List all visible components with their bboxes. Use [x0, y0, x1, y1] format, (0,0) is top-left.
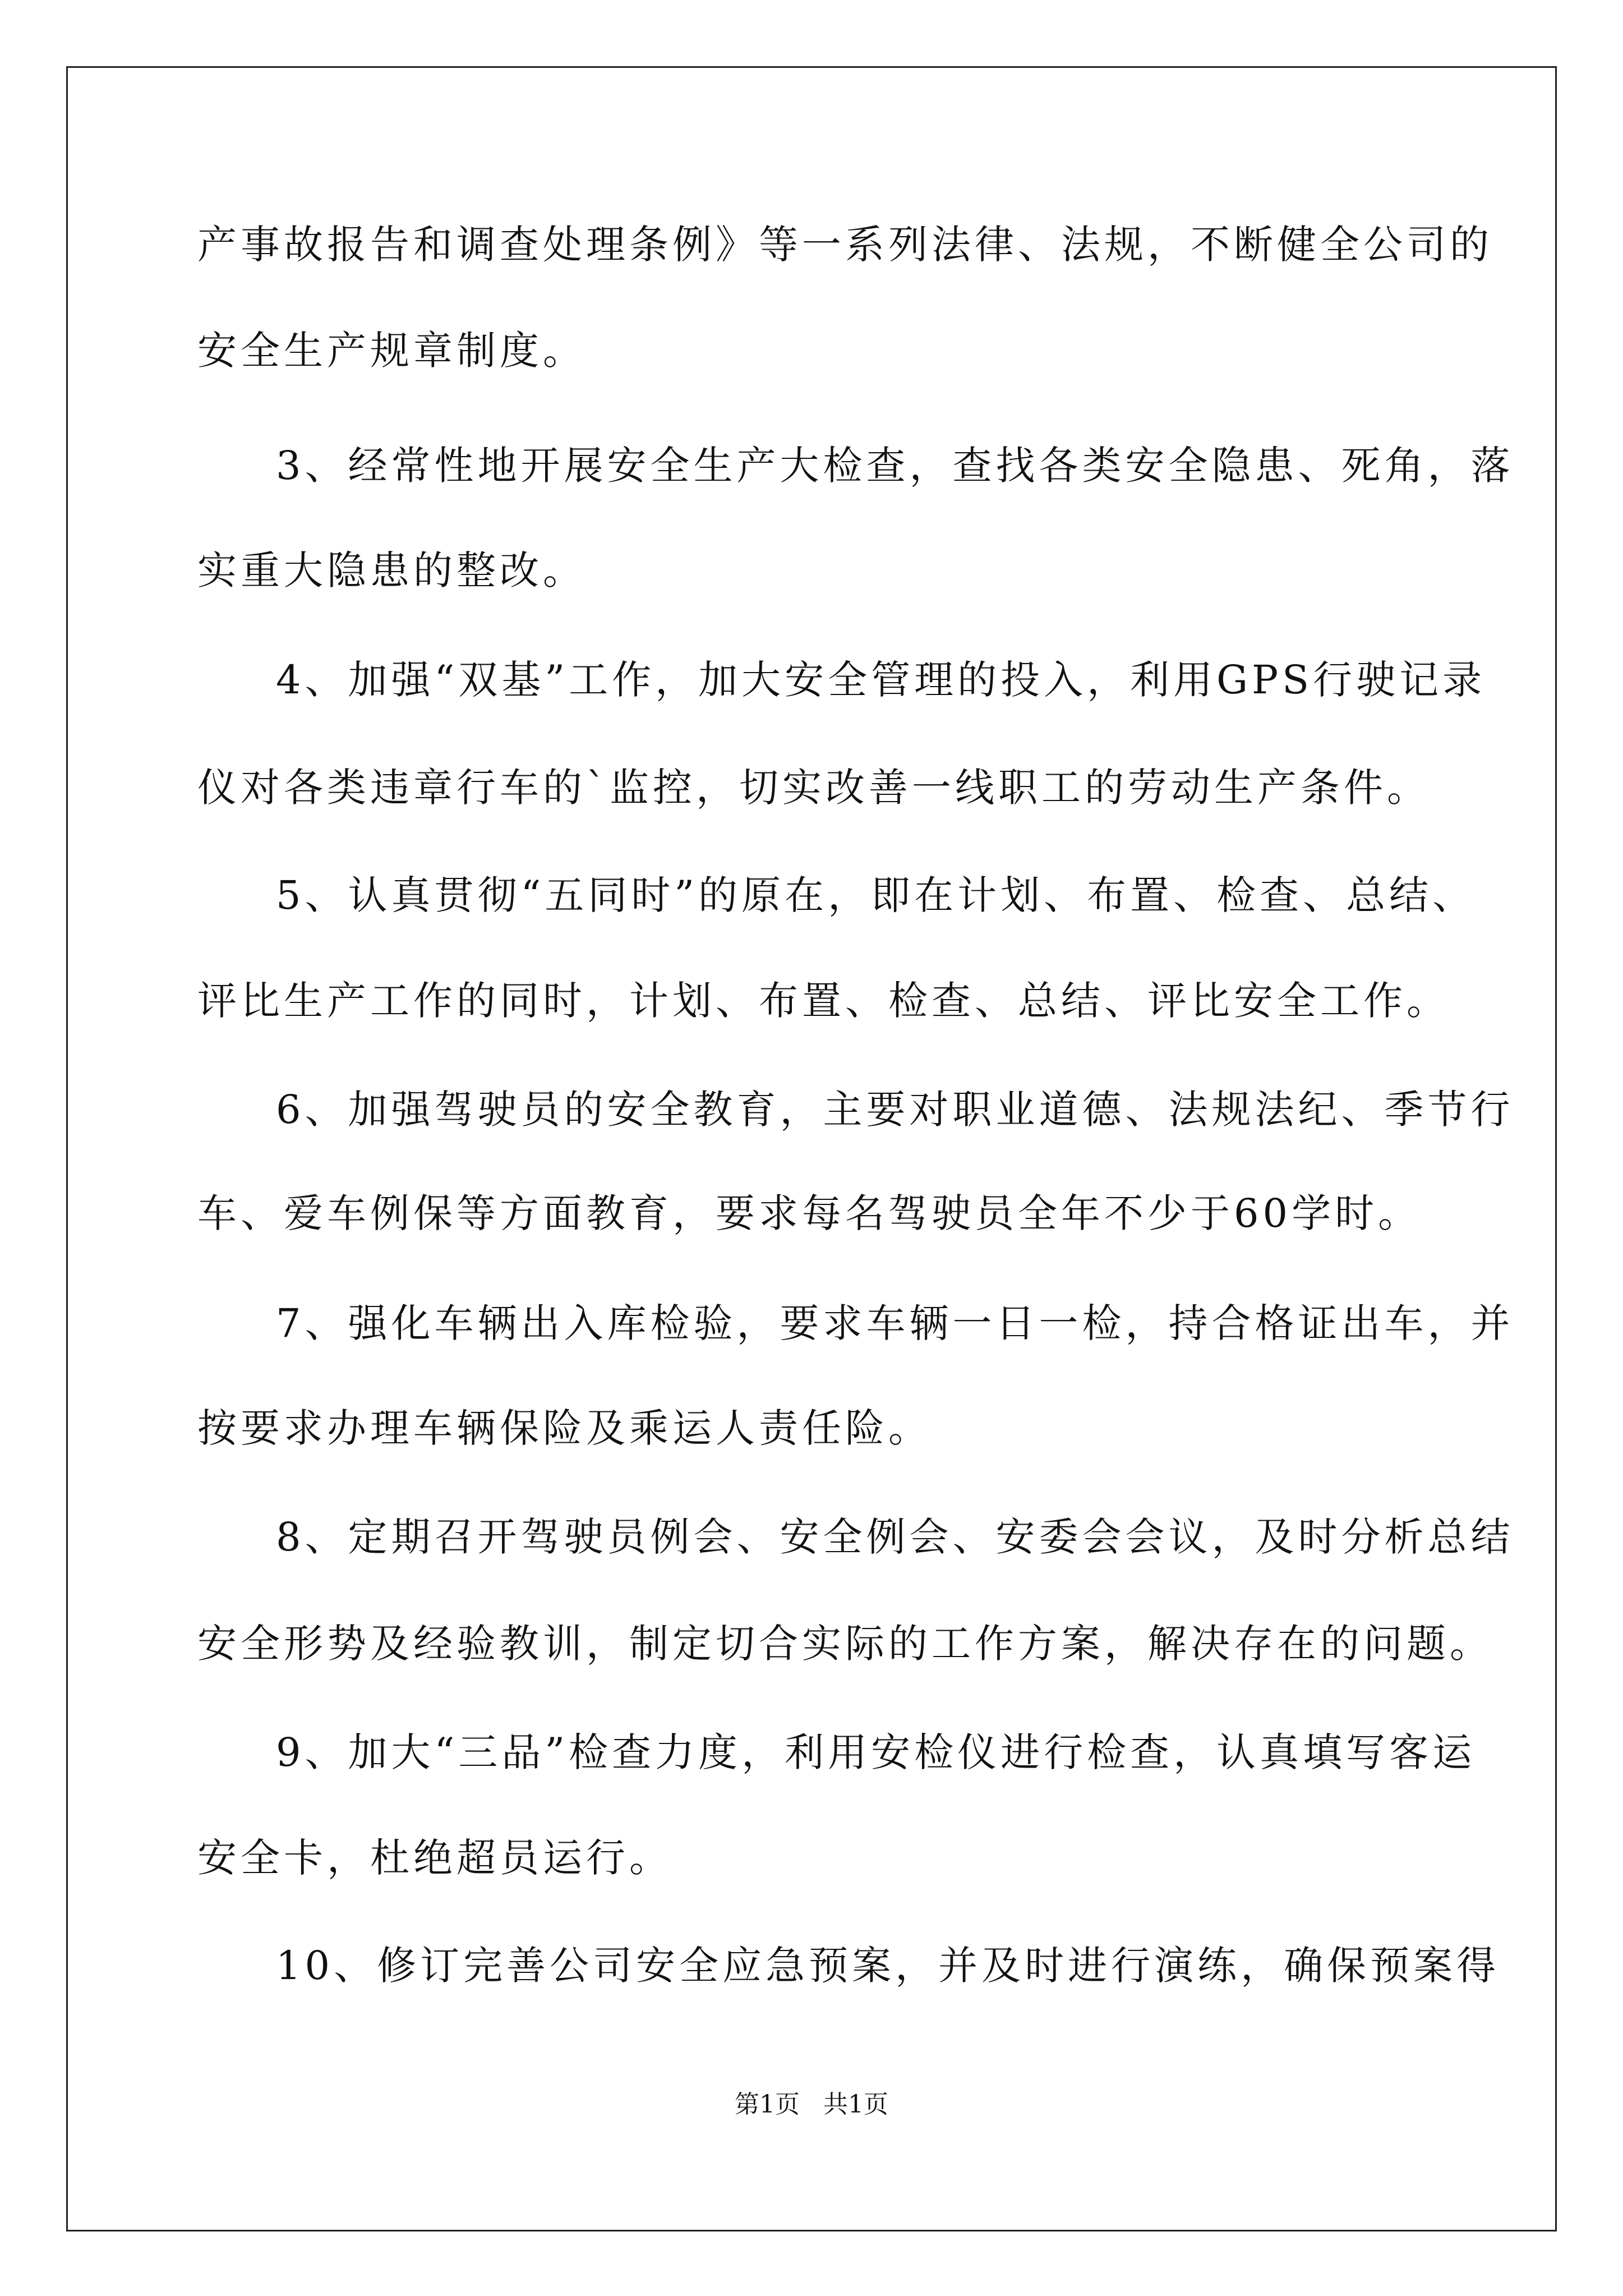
paragraph-line: 6、加强驾驶员的安全教育，主要对职业道德、法规法纪、季节行: [276, 1087, 1514, 1133]
paragraph-line: 安全卡，杜绝超员运行。: [197, 1835, 672, 1881]
page-border: [66, 66, 1557, 2231]
paragraph-line: 仪对各类违章行车的`监控，切实改善一线职工的劳动生产条件。: [197, 765, 1430, 811]
paragraph-line: 实重大隐患的整改。: [197, 547, 586, 593]
page-number-footer: 第1页 共1页: [735, 2090, 888, 2119]
paragraph-line: 7、强化车辆出入库检验，要求车辆一日一检，持合格证出车，并: [276, 1300, 1514, 1346]
paragraph-line: 9、加大“三品”检查力度，利用安检仪进行检查，认真填写客运: [276, 1729, 1476, 1775]
paragraph-line: 产事故报告和调查处理条例》等一系列法律、法规，不断健全公司的: [197, 222, 1493, 268]
paragraph-line: 按要求办理车辆保险及乘运人责任险。: [197, 1405, 932, 1451]
paragraph-line: 车、爱车例保等方面教育，要求每名驾驶员全年不少于60学时。: [197, 1190, 1422, 1236]
paragraph-line: 4、加强“双基”工作，加大安全管理的投入，利用GPS行驶记录: [276, 657, 1486, 703]
paragraph-line: 10、修订完善公司安全应急预案，并及时进行演练，确保预案得: [276, 1943, 1500, 1989]
paragraph-line: 安全生产规章制度。: [197, 328, 586, 374]
paragraph-line: 评比生产工作的同时，计划、布置、检查、总结、评比安全工作。: [197, 978, 1450, 1024]
paragraph-line: 5、认真贯彻“五同时”的原在，即在计划、布置、检查、总结、: [276, 872, 1476, 918]
paragraph-line: 3、经常性地开展安全生产大检查，查找各类安全隐患、死角，落: [276, 443, 1514, 489]
paragraph-line: 安全形势及经验教训，制定切合实际的工作方案，解决存在的问题。: [197, 1621, 1493, 1667]
paragraph-line: 8、定期召开驾驶员例会、安全例会、安委会会议，及时分析总结: [276, 1514, 1514, 1560]
